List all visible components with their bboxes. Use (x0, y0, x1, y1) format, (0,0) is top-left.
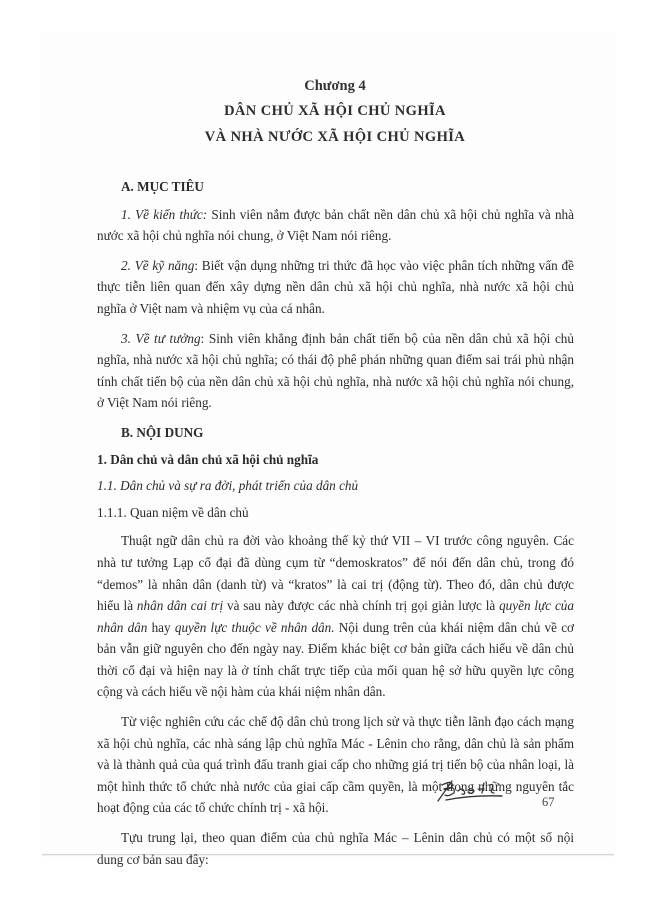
objective-text: : Biết vận dụng những tri thức đã học vào việc phân tích những vấn đề thực tiễn liên quan đến xây dựng nền dân chủ xã hội chủ nghĩa, nhà nước xã hội chủ nghĩa ở Việt nam và nhiệm vụ của cá nhân. (97, 257, 574, 316)
page-number: 67 (542, 795, 555, 809)
heading-1-1-1: 1.1.1. Quan niệm về dân chủ (97, 504, 249, 520)
heading-1: 1. Dân chủ và dân chủ xã hội chủ nghĩa (97, 451, 319, 467)
objective-attitude (97, 328, 574, 414)
heading-1-1: 1.1. Dân chủ và sự ra đời, phát triển của dân chủ (97, 478, 359, 494)
emphasis: quyền lực của nhân dân (97, 598, 574, 635)
paragraph-summary: Tựu trung lại, theo quan điểm của chủ nghĩa Mác – Lênin dân chủ có một số nội dung cơ bản sau đây: (97, 830, 574, 867)
section-a-heading: A. MỤC TIÊU (121, 179, 204, 194)
objective-skills (97, 255, 574, 320)
paragraph-marx-lenin-view: Từ việc nghiên cứu các chế độ dân chủ trong lịch sử và thực tiễn lãnh đạo cách mạng xã hội chủ nghĩa, các nhà sáng lập chủ nghĩa Mác - Lênin cho rằng, dân chủ là sản phẩm và là thành quả của quá trình đấu tranh giai cấp cho những giá trị tiến bộ của nhân loại, là một hình thức tổ chức nhà nước của giai cấp cầm quyền, là một trong những nguyên tắc hoạt động của các tổ chức chính trị - xã hội. (97, 714, 574, 816)
chapter-title-line-2: VÀ NHÀ NƯỚC XÃ HỘI CHỦ NGHĨA (204, 129, 466, 145)
objective-text: Sinh viên nắm được bản chất nền dân chủ xã hội chủ nghĩa và nhà nước xã hội chủ nghĩa nói chung, ở Việt Nam nói riêng. (97, 206, 574, 244)
text-run: và sau này được các nhà chính trị gọi giản lược là (223, 598, 500, 614)
signature-icon (432, 775, 512, 805)
objective-lead: 2. Về kỹ năng (121, 257, 195, 273)
text-run: hay (147, 619, 175, 635)
section-b-heading: B. NỘI DUNG (121, 424, 204, 440)
emphasis: nhân dân cai trị (136, 598, 224, 614)
chapter-label: Chương 4 (304, 78, 366, 94)
paragraph-democracy-concept (97, 530, 574, 703)
chapter-title-line-1: DÂN CHỦ XÃ HỘI CHỦ NGHĨA (224, 103, 446, 119)
objective-knowledge (97, 204, 574, 247)
text-run: Thuật ngữ dân chủ ra đời vào khoảng thế kỷ thứ VII – VI trước công nguyên. Các nhà tư tưởng Lạp cổ đại đã dùng cụm từ “demoskratos” để nói đến dân chủ, trong đó “demos” là nhân dân (danh từ) và “kratos” là cai trị (động từ). Theo đó, dân chủ được hiểu là (97, 533, 574, 614)
page-content (97, 176, 574, 878)
emphasis: quyền lực thuộc về nhân dân. (174, 619, 335, 635)
text-run: Nội dung trên của khái niệm dân chủ về cơ bản vẫn giữ nguyên cho đến ngày nay. Điểm khác biệt cơ bản giữa cách hiểu về dân chủ thời cổ đại và hiện nay là ở tính chất trực tiếp của mối quan hệ sở hữu quyền lực công cộng và cách hiểu về nội hàm của khái niệm nhân dân. (97, 619, 575, 700)
objective-text: : Sinh viên khẳng định bản chất tiến bộ của nền dân chủ xã hội chủ nghĩa, nhà nước xã hội chủ nghĩa; có thái độ phê phán những quan điểm sai trái phủ nhận tính chất tiến bộ của nền dân chủ xã hội chủ nghĩa, nhà nước xã hội chủ nghĩa nói chung, ở Việt Nam nói riêng. (97, 330, 574, 411)
objective-lead: 3. Về tư tưởng (121, 330, 201, 346)
objective-lead: 1. Về kiến thức: (121, 206, 208, 222)
